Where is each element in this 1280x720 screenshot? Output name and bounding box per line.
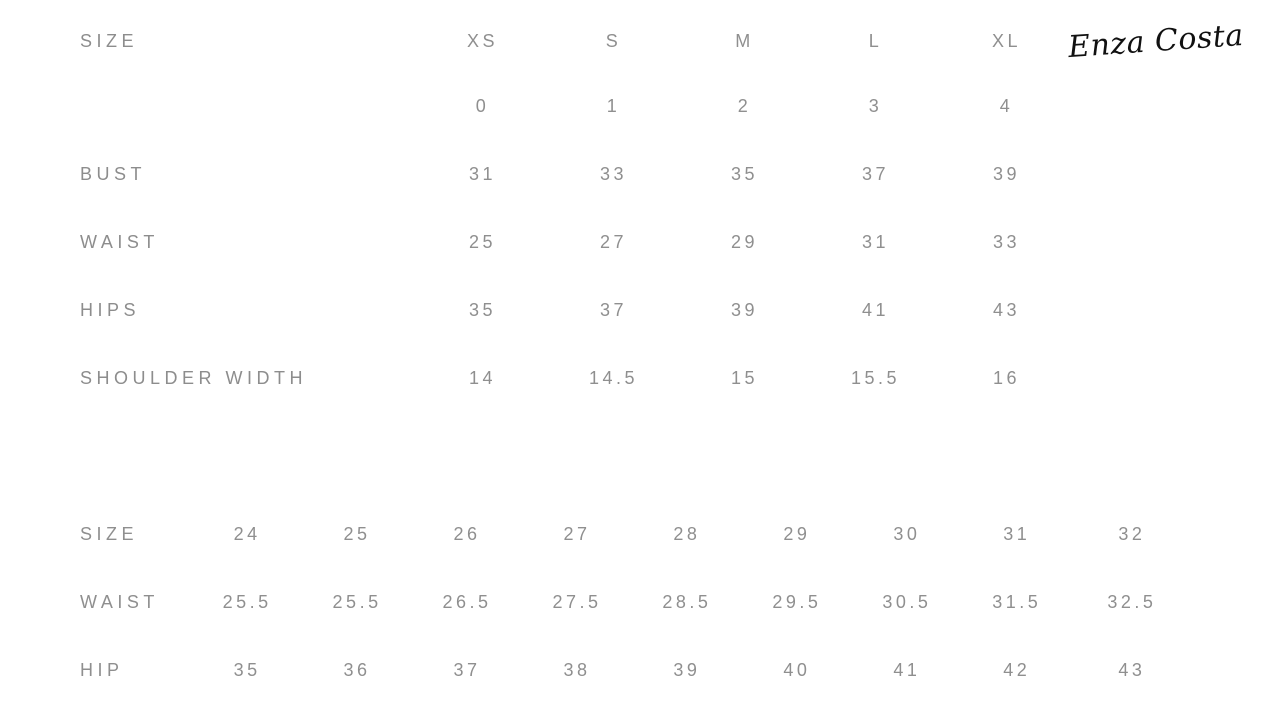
denim-waist-28: 28.5	[662, 591, 712, 612]
denim-waist-29: 29.5	[772, 591, 822, 612]
denim-hip-30: 41	[893, 659, 921, 680]
row-label-shoulder-width: SHOULDER WIDTH	[80, 367, 308, 388]
table-row	[72, 568, 1192, 636]
waist-s: 27	[599, 231, 628, 252]
hips-l: 41	[861, 299, 890, 320]
denim-hip-26: 37	[453, 659, 481, 680]
shoulder-width-s: 14.5	[588, 367, 639, 388]
denim-hip-28: 39	[673, 659, 701, 680]
bust-l: 37	[861, 163, 890, 184]
brand-logo: Enza Costa	[1067, 17, 1246, 66]
denim-waist-24: 25.5	[222, 591, 272, 612]
row-label-bust: BUST	[80, 163, 147, 184]
column-header-s: S	[605, 30, 622, 51]
numeric-size-row-label	[72, 72, 417, 140]
hips-s: 37	[599, 299, 628, 320]
column-header-xs: XS	[466, 30, 498, 51]
womens-size-table	[72, 10, 1072, 412]
denim-row-label-hip: HIP	[80, 659, 124, 680]
table-row	[72, 276, 1072, 344]
column-header-l: L	[868, 30, 883, 51]
numeric-size-4: 4	[999, 95, 1014, 116]
table-row	[72, 140, 1072, 208]
denim-hip-31: 42	[1003, 659, 1031, 680]
bust-xs: 31	[468, 163, 497, 184]
denim-size-table	[72, 500, 1192, 704]
denim-size-31: 31	[1003, 523, 1031, 544]
denim-hip-24: 35	[233, 659, 261, 680]
column-header-m: M	[735, 30, 754, 51]
denim-waist-31: 31.5	[992, 591, 1042, 612]
numeric-size-0: 0	[475, 95, 490, 116]
bust-xl: 39	[992, 163, 1021, 184]
denim-waist-32: 32.5	[1107, 591, 1157, 612]
table-row-numeric-sizes	[72, 72, 1072, 140]
column-header-xl: XL	[991, 30, 1022, 51]
table-row	[72, 636, 1192, 704]
row-label-waist: WAIST	[80, 231, 159, 252]
shoulder-width-m: 15	[730, 367, 759, 388]
hips-m: 39	[730, 299, 759, 320]
denim-hip-32: 43	[1118, 659, 1146, 680]
denim-size-25: 25	[343, 523, 371, 544]
denim-hip-27: 38	[563, 659, 591, 680]
denim-size-29: 29	[783, 523, 811, 544]
numeric-size-2: 2	[737, 95, 752, 116]
denim-row-label-waist: WAIST	[80, 591, 159, 612]
table-row	[72, 208, 1072, 276]
denim-hip-25: 36	[343, 659, 371, 680]
denim-size-27: 27	[563, 523, 591, 544]
denim-size-32: 32	[1118, 523, 1146, 544]
denim-size-30: 30	[893, 523, 921, 544]
bust-m: 35	[730, 163, 759, 184]
denim-hip-29: 40	[783, 659, 811, 680]
waist-xl: 33	[992, 231, 1021, 252]
denim-waist-25: 25.5	[332, 591, 382, 612]
bust-s: 33	[599, 163, 628, 184]
denim-waist-30: 30.5	[882, 591, 932, 612]
hips-xs: 35	[468, 299, 497, 320]
waist-l: 31	[861, 231, 890, 252]
table-row-denim-sizes	[72, 500, 1192, 568]
shoulder-width-xl: 16	[992, 367, 1021, 388]
shoulder-width-xs: 14	[468, 367, 497, 388]
table-row-letter-sizes	[72, 10, 1072, 72]
column-header-size: SIZE	[80, 30, 139, 51]
waist-m: 29	[730, 231, 759, 252]
numeric-size-1: 1	[606, 95, 621, 116]
shoulder-width-l: 15.5	[850, 367, 901, 388]
hips-xl: 43	[992, 299, 1021, 320]
numeric-size-3: 3	[868, 95, 883, 116]
denim-size-28: 28	[673, 523, 701, 544]
denim-waist-26: 26.5	[442, 591, 492, 612]
table-row	[72, 344, 1072, 412]
row-label-hips: HIPS	[80, 299, 141, 320]
denim-column-header-size: SIZE	[80, 523, 139, 544]
waist-xs: 25	[468, 231, 497, 252]
denim-size-26: 26	[453, 523, 481, 544]
denim-waist-27: 27.5	[552, 591, 602, 612]
denim-size-24: 24	[233, 523, 261, 544]
